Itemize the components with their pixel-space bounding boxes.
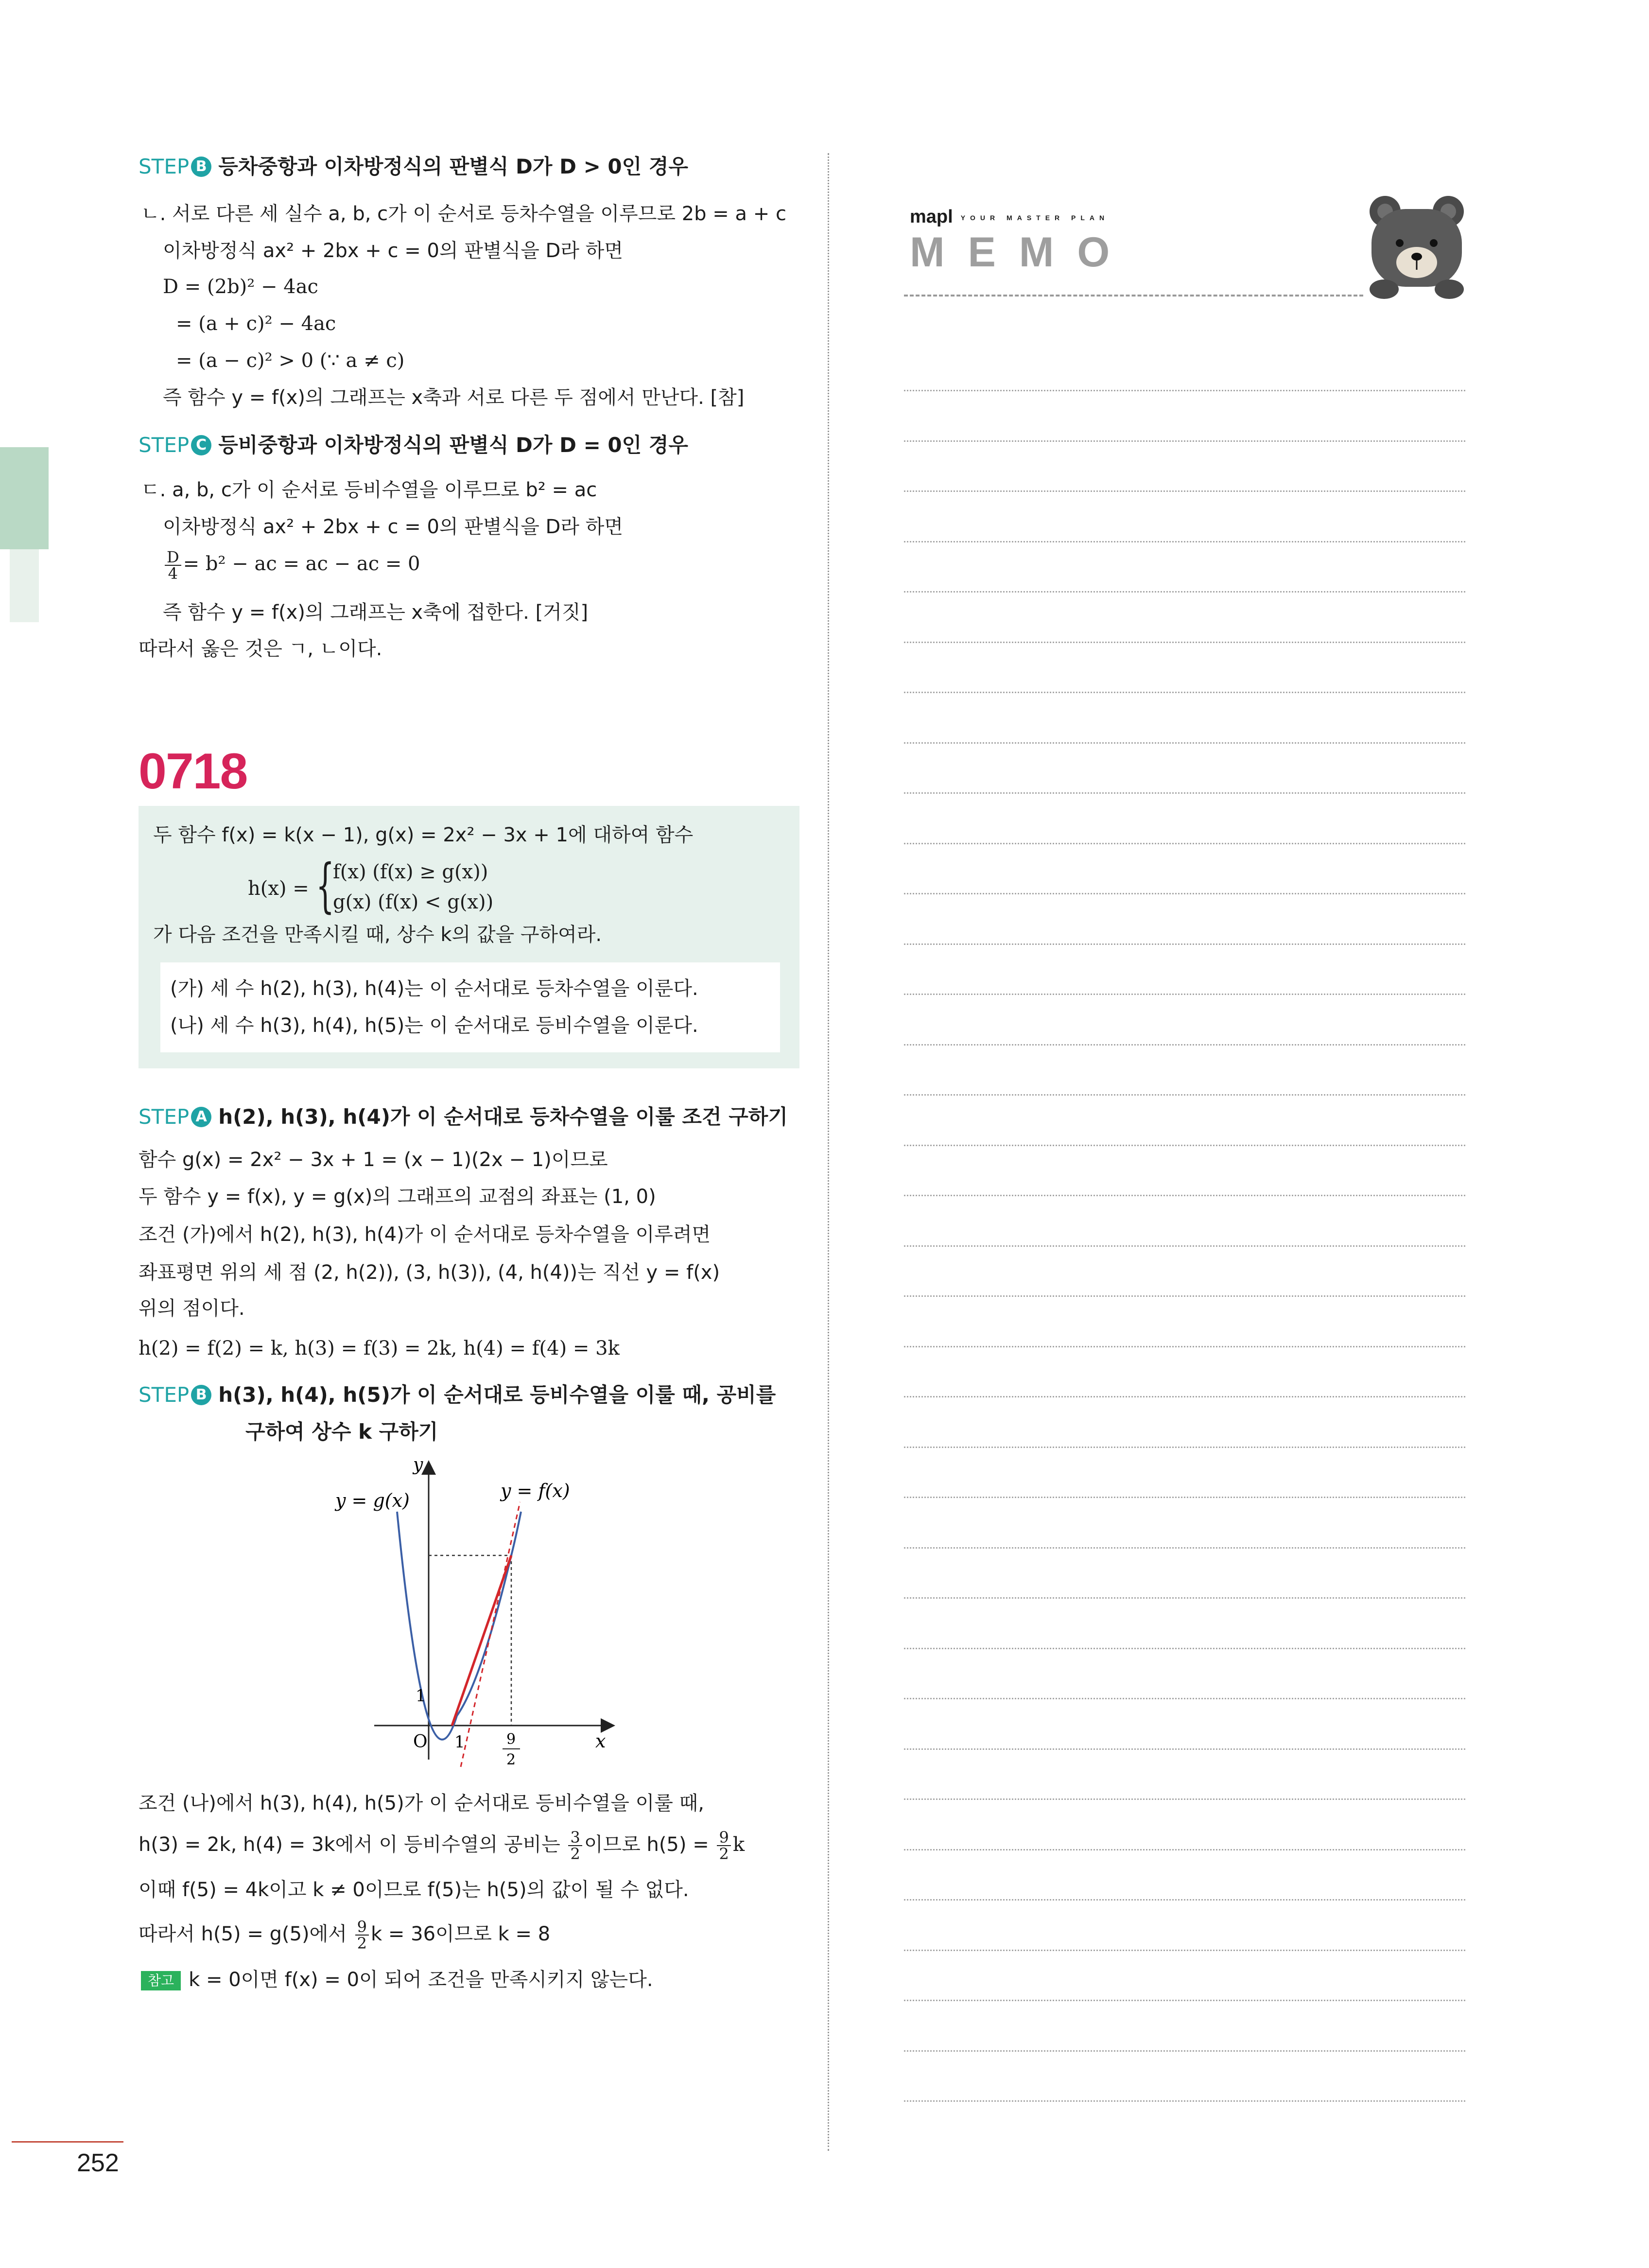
formula-line: $\frac{D}{4}$ = b² − ac = ac − ac = 0 (163, 549, 420, 581)
solution-line: 따라서 h(5) = g(5)에서 $\frac{9}{2}$ k = 36이므로 k = 8 (139, 1918, 551, 1953)
memo-rule-line (904, 1447, 1465, 1448)
solution-formula: h(2) = f(2) = k, h(3) = f(3) = 2k, h(4) = f(4) = 3k (139, 1337, 620, 1360)
solution-line: 두 함수 y = f(x), y = g(x)의 그래프의 교점의 좌표는 (1, 0) (139, 1186, 656, 1208)
fx-label: y = f(x) (501, 1480, 570, 1501)
memo-rule-line (904, 1094, 1465, 1096)
condition-a: (가) 세 수 h(2), h(3), h(4)는 이 순서대로 등차수열을 이룬다. (170, 977, 698, 1000)
memo-rule-line (904, 1044, 1465, 1046)
x-tick-den: 2 (506, 1751, 516, 1768)
memo-rule-line (904, 1245, 1465, 1247)
problem-text: 가 다음 조건을 만족시킬 때, 상수 k의 값을 구하여라. (153, 924, 602, 946)
memo-rule-line (904, 1698, 1465, 1699)
step-a-heading: STEP A h(2), h(3), h(4)가 이 순서대로 등차수열을 이룰 조건 구하기 (139, 1105, 788, 1129)
solution-line: 이때 f(5) = 4k이고 k ≠ 0이므로 f(5)는 h(5)의 값이 될 수 없다. (139, 1879, 689, 1901)
solution-line: 조건 (나)에서 h(3), h(4), h(5)가 이 순서대로 등비수열을 이룰 때, (139, 1792, 704, 1814)
solution-line: 좌표평면 위의 세 점 (2, h(2)), (3, h(3)), (4, h(4))는 직선 y = f(x) (139, 1261, 720, 1284)
memo-rule-line (904, 1950, 1465, 1951)
step-b2-heading-cont: 구하여 상수 k 구하기 (245, 1420, 438, 1444)
text-line: 즉 함수 y = f(x)의 그래프는 x축과 서로 다른 두 점에서 만난다. [참] (163, 386, 745, 409)
formula-line: = (a − c)² > 0 (∵ a ≠ c) (176, 349, 405, 372)
solution-line: h(3) = 2k, h(4) = 3k에서 이 등비수열의 공비는 $\frac{3}{2}$ 이므로 h(5) = $\frac{9}{2}$ k (139, 1828, 745, 1863)
origin-label: O (413, 1732, 428, 1752)
f-line-segment (452, 1555, 511, 1726)
bear-mascot-icon (1366, 190, 1468, 301)
memo-rule-line (904, 943, 1465, 945)
memo-rule-line (904, 440, 1465, 442)
solution-line: 위의 점이다. (139, 1297, 245, 1320)
memo-rule-line (904, 893, 1465, 894)
memo-rule-line (904, 1748, 1465, 1750)
memo-rule-line (904, 2050, 1465, 2052)
memo-brand: mapl YOUR MASTER PLAN (910, 207, 1110, 227)
memo-rule-line (904, 1195, 1465, 1196)
text-line: 따라서 옳은 것은 ㄱ, ㄴ이다. (139, 638, 382, 660)
memo-rule-line (904, 1798, 1465, 1800)
side-chapter-tab-lower (10, 549, 39, 622)
column-divider (828, 153, 829, 2151)
formula-line: D = (2b)² − 4ac (163, 276, 318, 298)
condition-b: (나) 세 수 h(3), h(4), h(5)는 이 순서대로 등비수열을 이룬다. (170, 1014, 698, 1037)
formula-line: = (a + c)² − 4ac (176, 313, 336, 335)
y-axis-label: y (413, 1455, 423, 1475)
step-a-badge: A (191, 1107, 211, 1127)
memo-rule-line (904, 1547, 1465, 1549)
page-number: 252 (77, 2149, 119, 2177)
f-line-extension (461, 1502, 520, 1767)
memo-rule-line (904, 994, 1465, 995)
memo-rule-line (904, 541, 1465, 542)
gx-label: y = g(x) (335, 1490, 410, 1511)
memo-rule-line (904, 591, 1465, 593)
memo-title: M E M O (910, 229, 1116, 276)
memo-rule-line (904, 843, 1465, 844)
step-b-heading: STEP B 등차중항과 이차방정식의 판별식 D가 D > 0인 경우 (139, 155, 688, 178)
memo-rule-line (904, 2100, 1465, 2102)
memo-rule-line (904, 742, 1465, 744)
memo-rule-line (904, 1145, 1465, 1146)
step-c-badge: C (191, 435, 211, 455)
step-b2-heading: STEP B h(3), h(4), h(5)가 이 순서대로 등비수열을 이룰 때, 공비를 (139, 1383, 776, 1407)
memo-rule-line (904, 2000, 1465, 2001)
memo-rule-line (904, 490, 1465, 492)
text-line: 이차방정식 ax² + 2bx + c = 0의 판별식을 D라 하면 (163, 240, 623, 262)
x-tick-1: 1 (454, 1732, 465, 1752)
memo-header-rule (904, 295, 1363, 297)
problem-number: 0718 (139, 743, 247, 800)
memo-rule-line (904, 1899, 1465, 1901)
memo-rule-line (904, 1346, 1465, 1347)
memo-rule-line (904, 390, 1465, 391)
memo-rule-line (904, 1849, 1465, 1850)
memo-rule-line (904, 692, 1465, 693)
memo-rule-line (904, 1597, 1465, 1599)
memo-rule-line (904, 642, 1465, 643)
x-axis-label: x (595, 1730, 606, 1752)
step-b-badge: B (191, 157, 211, 177)
note-tag-icon: 참고 (141, 1971, 181, 1990)
text-line: 이차방정식 ax² + 2bx + c = 0의 판별식을 D라 하면 (163, 516, 623, 538)
x-tick-num: 9 (506, 1731, 516, 1748)
text-line: ㄴ. 서로 다른 세 실수 a, b, c가 이 순서로 등차수열을 이루므로 2b = a + c (141, 203, 786, 225)
piecewise-definition: h(x) = { f(x) (f(x) ≥ g(x)) g(x) (f(x) < g(x)) (248, 852, 494, 920)
page-rule (12, 2141, 123, 2143)
function-graph (321, 1453, 622, 1774)
solution-line: 함수 g(x) = 2x² − 3x + 1 = (x − 1)(2x − 1)이므로 (139, 1149, 608, 1171)
text-line: ㄷ. a, b, c가 이 순서로 등비수열을 이루므로 b² = ac (141, 479, 597, 501)
text-line: 즉 함수 y = f(x)의 그래프는 x축에 접한다. [거짓] (163, 601, 589, 624)
memo-rule-line (904, 1396, 1465, 1397)
memo-rule-line (904, 1648, 1465, 1649)
step-c-heading: STEP C 등비중항과 이차방정식의 판별식 D가 D = 0인 경우 (139, 433, 688, 457)
step-b2-badge: B (191, 1385, 211, 1405)
problem-text: 두 함수 f(x) = k(x − 1), g(x) = 2x² − 3x + 1에 대하여 함수 (153, 824, 694, 846)
memo-rule-line (904, 1497, 1465, 1498)
side-chapter-tab (0, 447, 49, 549)
solution-line: 조건 (가)에서 h(2), h(3), h(4)가 이 순서대로 등차수열을 이루려면 (139, 1223, 711, 1246)
memo-rule-line (904, 792, 1465, 794)
memo-rule-line (904, 1295, 1465, 1297)
y-tick-1: 1 (416, 1686, 426, 1706)
note-line: 참고 k = 0이면 f(x) = 0이 되어 조건을 만족시키지 않는다. (141, 1966, 653, 1993)
